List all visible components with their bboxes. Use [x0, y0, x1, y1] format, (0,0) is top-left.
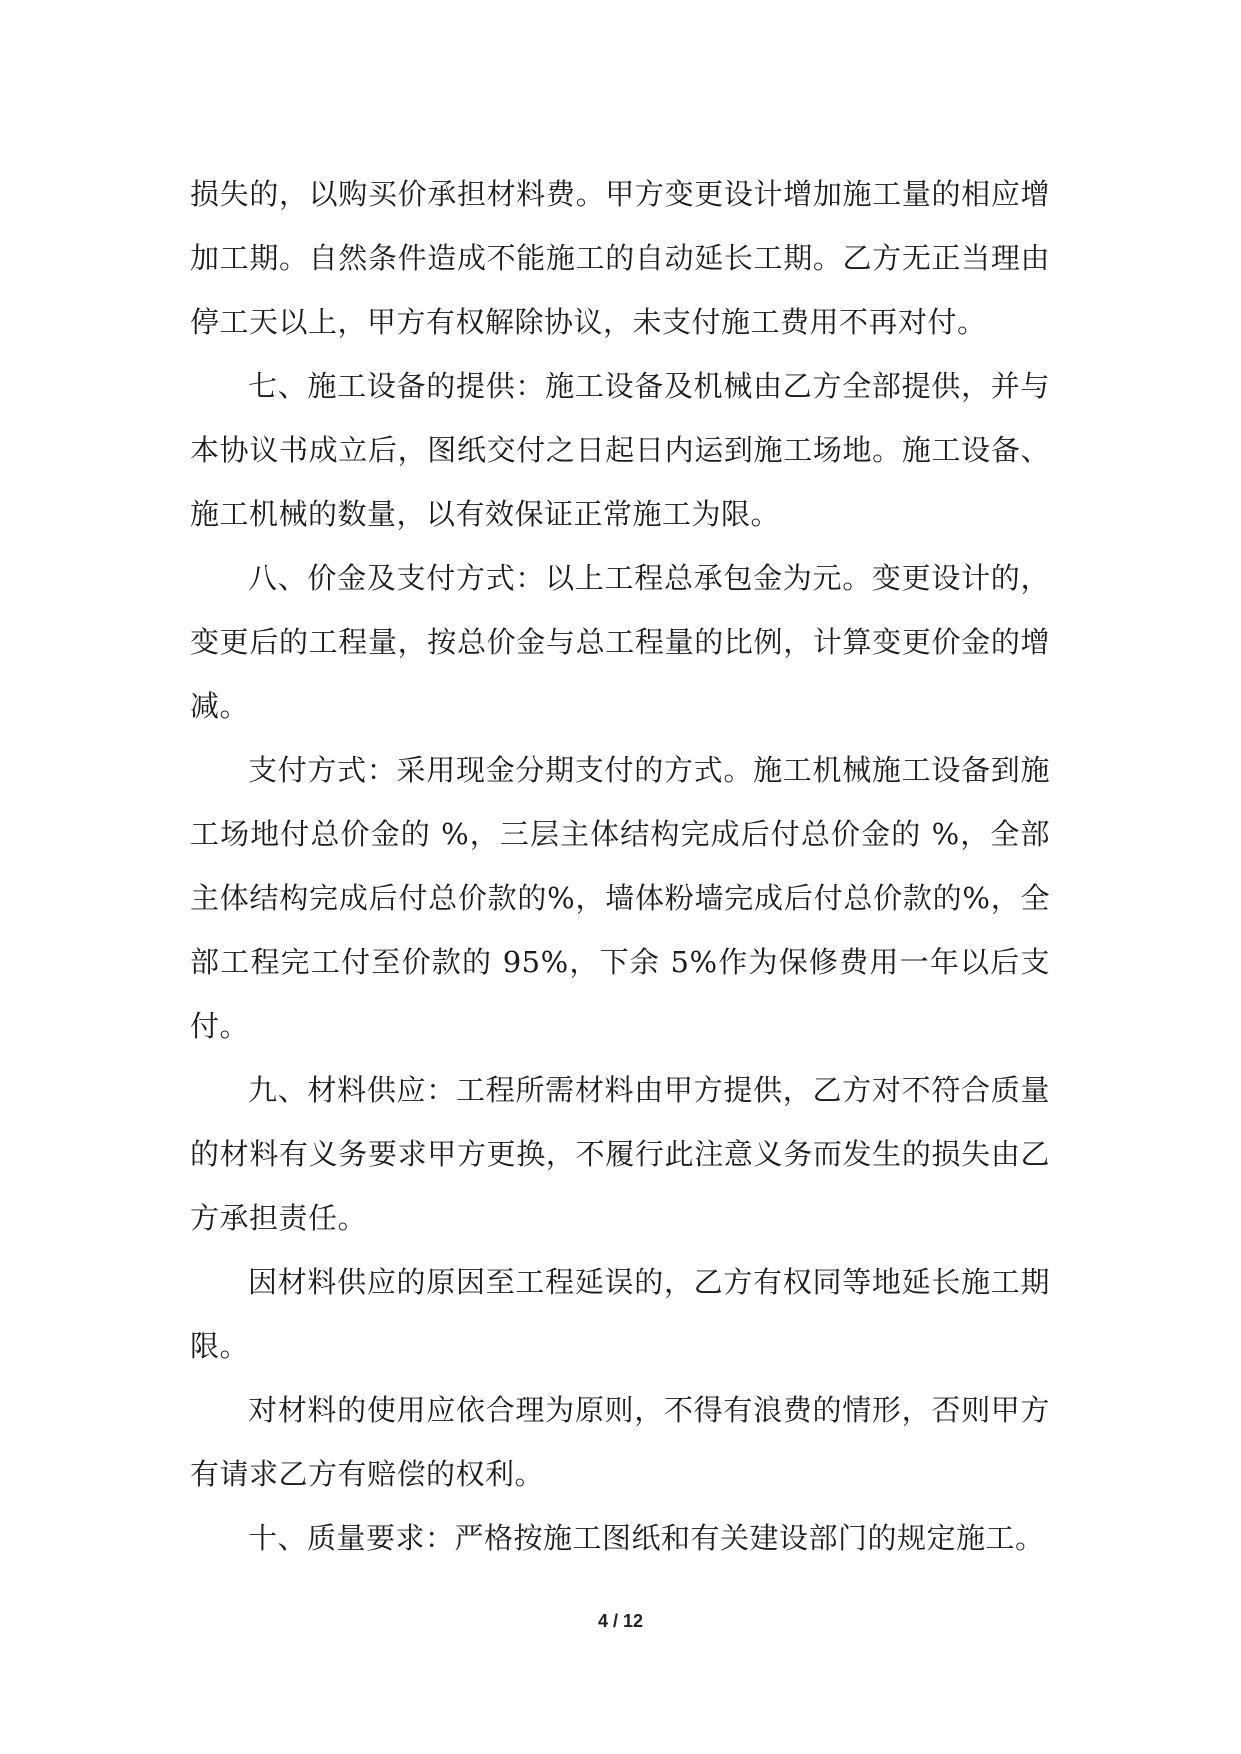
- paragraph-payment-method: 支付方式：采用现金分期支付的方式。施工机械施工设备到施工场地付总价金的 %，三层主体结构完成后付总价金的 %，全部主体结构完成后付总价款的%，墙体粉墙完成后付总价款的%，全部工程完工付至价款的 95%，下余 5%作为保修费用一年以后支付。: [190, 753, 1050, 1043]
- paragraph-material-delay: 因材料供应的原因至工程延误的，乙方有权同等地延长施工期限。: [190, 1265, 1050, 1363]
- paragraph-clause-8-price: 八、价金及支付方式：以上工程总承包金为元。变更设计的，变更后的工程量，按总价金与总工程量的比例，计算变更价金的增减。: [190, 561, 1050, 723]
- paragraph-continuation: 损失的，以购买价承担材料费。甲方变更设计增加施工量的相应增加工期。自然条件造成不能施工的自动延长工期。乙方无正当理由停工天以上，甲方有权解除协议，未支付施工费用不再对付。: [190, 177, 1050, 339]
- paragraph-clause-7-equipment: 七、施工设备的提供：施工设备及机械由乙方全部提供，并与本协议书成立后，图纸交付之日起日内运到施工场地。施工设备、施工机械的数量，以有效保证正常施工为限。: [190, 369, 1050, 531]
- page-number: 4 / 12: [597, 1611, 644, 1631]
- paragraph-clause-10-quality: 十、质量要求：严格按施工图纸和有关建设部门的规定施工。: [248, 1521, 1045, 1555]
- paragraph-material-usage: 对材料的使用应依合理为原则，不得有浪费的情形，否则甲方有请求乙方有赔偿的权利。: [190, 1393, 1050, 1491]
- paragraph-clause-9-materials: 九、材料供应：工程所需材料由甲方提供，乙方对不符合质量的材料有义务要求甲方更换，不履行此注意义务而发生的损失由乙方承担责任。: [190, 1073, 1050, 1235]
- document-body: [190, 162, 1050, 1570]
